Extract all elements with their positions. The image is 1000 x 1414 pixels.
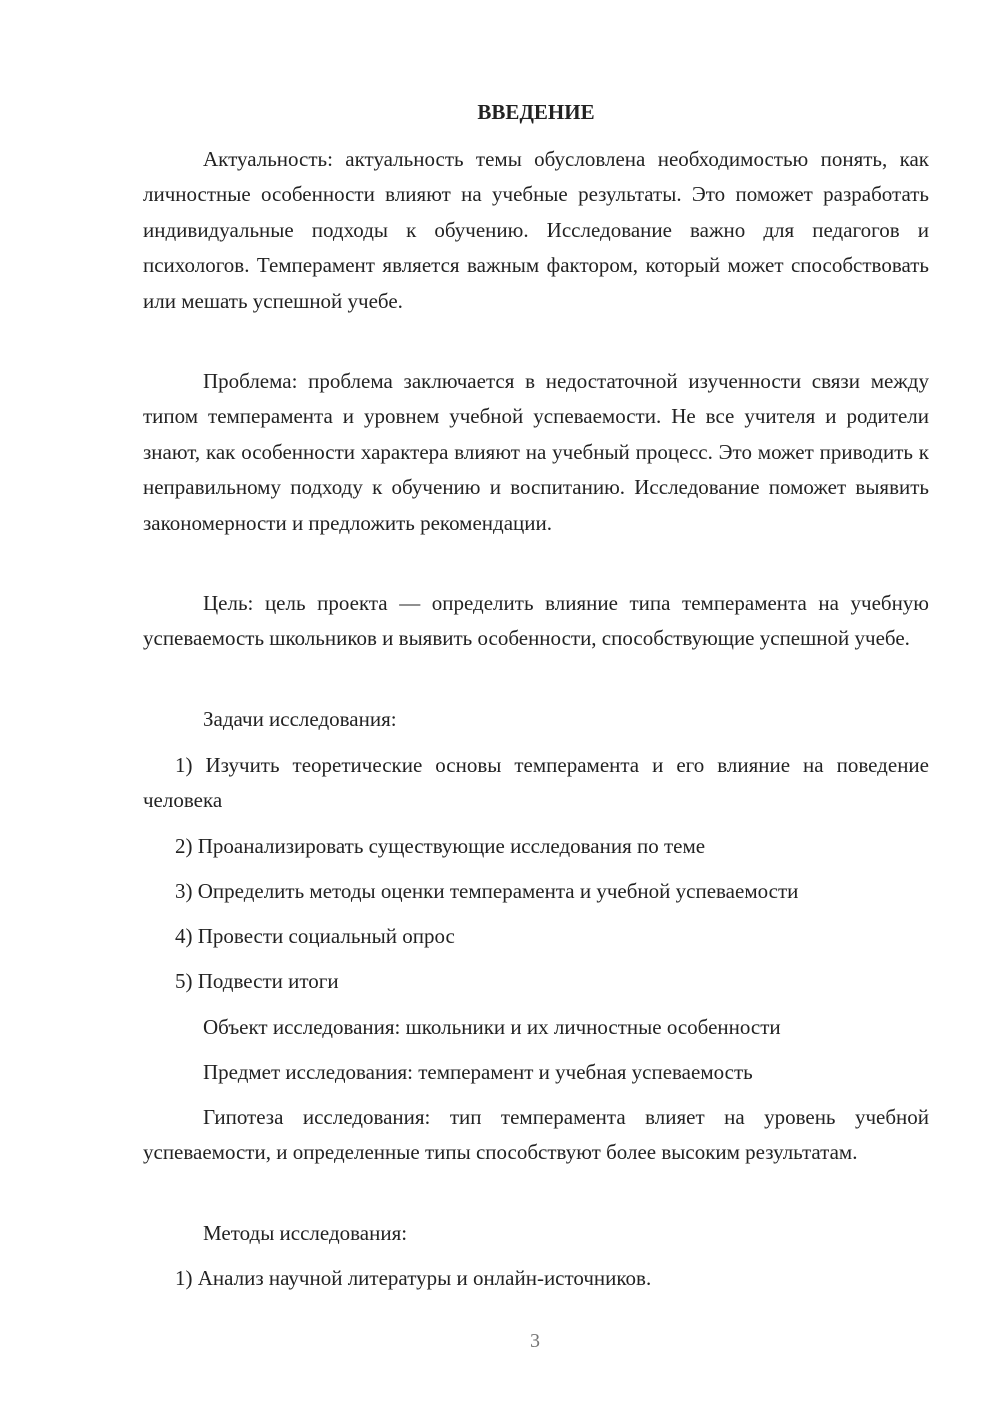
section-heading: ВВЕДЕНИЕ	[477, 100, 595, 124]
task-item-2: 2) Проанализировать существующие исследования по теме	[175, 834, 706, 858]
research-subject: Предмет исследования: темперамент и учебная успеваемость	[203, 1060, 753, 1084]
paragraph-problem: Проблема: проблема заключается в недостаточной изученности связи между типом темперамента и уровнем учебной успеваемости. Не все учителя и родители знают, как особенности характера влияют на учебный процесс. Это может приводить к неправильному подходу к обучению и воспитанию. Исследование поможет выявить закономерности и предложить рекомендации.	[143, 369, 929, 535]
page-number: 3	[530, 1330, 540, 1352]
paragraph-hypothesis: Гипотеза исследования: тип темперамента влияет на уровень учебной успеваемости, и определенные типы способствуют более высоким результатам.	[143, 1105, 929, 1165]
task-item-4: 4) Провести социальный опрос	[175, 924, 455, 948]
method-item-1: 1) Анализ научной литературы и онлайн-источников.	[175, 1266, 652, 1290]
task-item-5: 5) Подвести итоги	[175, 969, 339, 993]
research-object: Объект исследования: школьники и их личностные особенности	[203, 1015, 781, 1039]
task-item-3: 3) Определить методы оценки темперамента и учебной успеваемости	[175, 879, 799, 903]
task-item-1: 1) Изучить теоретические основы темперамента и его влияние на поведение человека	[143, 753, 929, 813]
paragraph-goal: Цель: цель проекта — определить влияние типа темперамента на учебную успеваемость школьников и выявить особенности, способствующие успешной учебе.	[143, 591, 929, 651]
paragraph-relevance: Актуальность: актуальность темы обусловлена необходимостью понять, как личностные особенности влияют на учебные результаты. Это поможет разработать индивидуальные подходы к обучению. Исследование важно для педагогов и психологов. Темперамент является важным фактором, который может способствовать или мешать успешной учебе.	[143, 147, 929, 313]
methods-title: Методы исследования:	[203, 1221, 408, 1245]
tasks-title: Задачи исследования:	[203, 707, 397, 731]
